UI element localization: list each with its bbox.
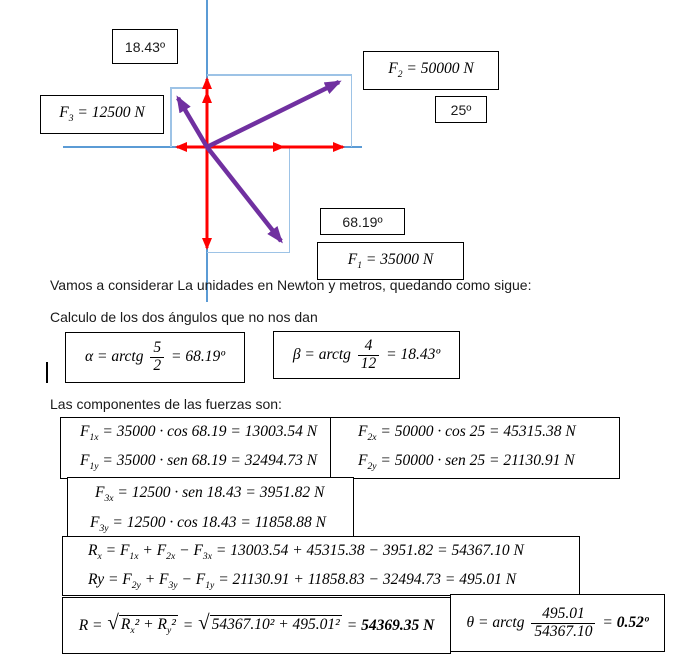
beta-formula-box bbox=[273, 331, 460, 379]
f1y-formula: $F_{1y} = 35000$ · sen 68.19 = 32494.73 N bbox=[80, 452, 318, 473]
vector-f1 bbox=[207, 147, 281, 241]
f1x-formula: $F_{1x} = 35000 \cdot \cos 68.19 = 13003.54$ N bbox=[80, 423, 318, 444]
resultant-angle-box bbox=[450, 594, 665, 652]
f3-label: $F_3 = 12500$ N bbox=[59, 104, 145, 125]
vector-f2 bbox=[207, 82, 339, 147]
alpha-angle-label-box bbox=[320, 208, 405, 235]
beta-formula: β = arctg $\frac{4}{12}$ = 18.43º bbox=[292, 336, 441, 372]
ry-formula: $Ry = F_{2y} + F_{3y} - F_{1y} = 21130.91 + 11858.83 - 32494.73 = 495.01$ N bbox=[88, 571, 517, 592]
beta-angle-label-box bbox=[112, 29, 178, 64]
f1-label: $F_1 = 35000$ N bbox=[347, 250, 434, 272]
f3y-formula: $F_{3y} = 12500 \cdot \cos 18.43 = 11858.88$ N bbox=[90, 514, 326, 535]
f2-angle-label: 25º bbox=[450, 101, 472, 118]
f1-label-box bbox=[317, 242, 464, 280]
f3x-formula: $F_{3x} = 12500$ · sen 18.43 = 3951.82 N bbox=[95, 484, 325, 505]
resultant-magnitude-box bbox=[62, 597, 451, 654]
alpha-angle-label: 68.19º bbox=[342, 213, 383, 230]
r-formula: R = √ $R_x^2 + R_y^2$ = √ 54367.10² + 495.01² = 54369.35 N bbox=[78, 609, 435, 637]
f2-label: $F_2 = 50000$ N bbox=[388, 60, 474, 81]
f2-label-box bbox=[363, 51, 499, 90]
beta-angle-label: 18.43º bbox=[124, 38, 166, 55]
text-cursor[interactable] bbox=[46, 362, 48, 383]
alpha-formula: α = arctg $\frac{5}{2}$ = 68.19º bbox=[84, 339, 225, 374]
f2-angle-label-box bbox=[435, 96, 487, 123]
theta-formula: θ = arctg $\frac{495.01}{54367.10}$ = 0.52º bbox=[466, 604, 649, 640]
angles-heading: Calculo de los dos ángulos que no nos dan bbox=[50, 309, 318, 325]
components-heading: Las componentes de las fuerzas son: bbox=[50, 396, 282, 412]
f2x-formula: $F_{2x} = 50000 \cdot \cos 25 = 45315.38$ N bbox=[358, 423, 576, 444]
alpha-formula-box bbox=[65, 332, 245, 383]
vector-f3 bbox=[178, 98, 207, 147]
components-box-divider bbox=[330, 417, 331, 477]
intro-paragraph: Vamos a considerar La unidades en Newton y metros, quedando como sigue: bbox=[50, 277, 532, 293]
f2y-formula: $F_{2y} = 50000$ · sen 25 = 21130.91 N bbox=[358, 452, 575, 473]
rx-formula: $R_x = F_{1x} + F_{2x} - F_{3x} = 13003.54 + 45315.38 - 3951.82 = 54367.10$ N bbox=[88, 542, 524, 563]
f3-label-box bbox=[40, 95, 164, 134]
